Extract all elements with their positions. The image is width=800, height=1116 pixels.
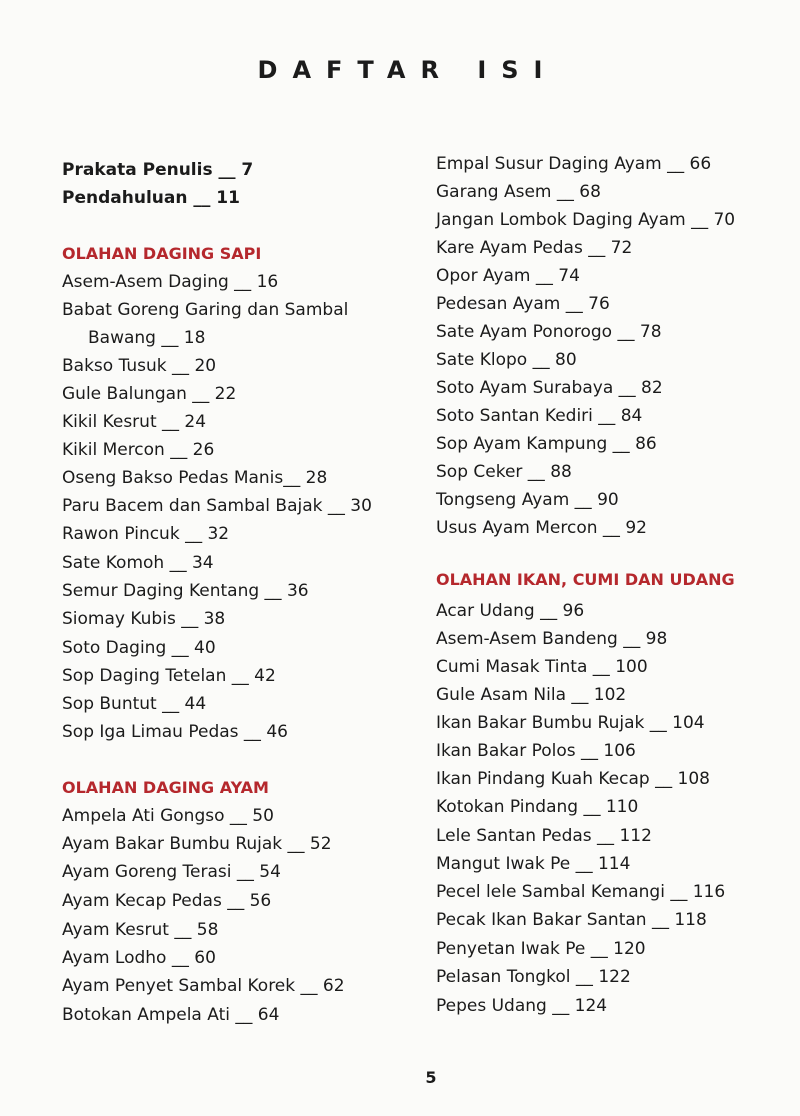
toc-entry[interactable]: Pecel lele Sambal Kemangi __ 116: [436, 882, 726, 902]
toc-entry[interactable]: Soto Santan Kediri __ 84: [436, 406, 643, 426]
toc-entry[interactable]: Kikil Kesrut __ 24: [62, 412, 207, 432]
toc-entry[interactable]: Empal Susur Daging Ayam __ 66: [436, 154, 712, 174]
toc-entry[interactable]: Ikan Pindang Kuah Kecap __ 108: [436, 769, 710, 789]
toc-entry[interactable]: Gule Asam Nila __ 102: [436, 685, 627, 705]
toc-entry[interactable]: Mangut Iwak Pe __ 114: [436, 854, 631, 874]
toc-entry[interactable]: Asem-Asem Bandeng __ 98: [436, 629, 668, 649]
toc-entry[interactable]: Pepes Udang __ 124: [436, 996, 608, 1016]
toc-entry[interactable]: Semur Daging Kentang __ 36: [62, 581, 309, 601]
toc-entry[interactable]: Cumi Masak Tinta __ 100: [436, 657, 648, 677]
toc-entry[interactable]: Sop Buntut __ 44: [62, 694, 207, 714]
toc-entry[interactable]: Sate Ayam Ponorogo __ 78: [436, 322, 662, 342]
toc-entry[interactable]: Acar Udang __ 96: [436, 601, 585, 621]
toc-entry[interactable]: Gule Balungan __ 22: [62, 384, 237, 404]
toc-entry[interactable]: Oseng Bakso Pedas Manis__ 28: [62, 468, 328, 488]
toc-entry[interactable]: Sop Ayam Kampung __ 86: [436, 434, 657, 454]
toc-entry-continuation[interactable]: Bawang __ 18: [88, 328, 206, 348]
section-heading-daging-ayam: OLAHAN DAGING AYAM: [62, 778, 269, 797]
toc-entry[interactable]: Paru Bacem dan Sambal Bajak __ 30: [62, 496, 372, 516]
toc-entry[interactable]: Pecak Ikan Bakar Santan __ 118: [436, 910, 707, 930]
toc-entry[interactable]: Penyetan Iwak Pe __ 120: [436, 939, 646, 959]
toc-entry[interactable]: Lele Santan Pedas __ 112: [436, 826, 652, 846]
toc-entry[interactable]: Jangan Lombok Daging Ayam __ 70: [436, 210, 736, 230]
toc-entry[interactable]: Rawon Pincuk __ 32: [62, 524, 230, 544]
page-number: 5: [425, 1068, 437, 1087]
toc-entry[interactable]: Ayam Kesrut __ 58: [62, 920, 219, 940]
toc-entry[interactable]: Kare Ayam Pedas __ 72: [436, 238, 633, 258]
toc-entry[interactable]: Soto Daging __ 40: [62, 638, 216, 658]
toc-entry[interactable]: Bakso Tusuk __ 20: [62, 356, 217, 376]
toc-entry[interactable]: Sate Komoh __ 34: [62, 553, 214, 573]
section-heading-daging-sapi: OLAHAN DAGING SAPI: [62, 244, 262, 263]
toc-entry[interactable]: Botokan Ampela Ati __ 64: [62, 1005, 280, 1025]
toc-entry[interactable]: Ikan Bakar Polos __ 106: [436, 741, 636, 761]
toc-entry[interactable]: Ayam Goreng Terasi __ 54: [62, 862, 281, 882]
toc-entry[interactable]: Ayam Lodho __ 60: [62, 948, 216, 968]
page-title: DAFTAR ISI: [257, 56, 558, 84]
toc-entry[interactable]: Ayam Kecap Pedas __ 56: [62, 891, 272, 911]
toc-entry[interactable]: Ayam Bakar Bumbu Rujak __ 52: [62, 834, 332, 854]
toc-entry-pendahuluan[interactable]: Pendahuluan __ 11: [62, 188, 240, 208]
toc-entry[interactable]: Garang Asem __ 68: [436, 182, 601, 202]
toc-entry[interactable]: Kikil Mercon __ 26: [62, 440, 215, 460]
section-heading-ikan-cumi-udang: OLAHAN IKAN, CUMI DAN UDANG: [436, 570, 735, 589]
toc-entry[interactable]: Sop Daging Tetelan __ 42: [62, 666, 276, 686]
toc-entry[interactable]: Opor Ayam __ 74: [436, 266, 580, 286]
toc-entry[interactable]: Usus Ayam Mercon __ 92: [436, 518, 647, 538]
toc-entry[interactable]: Asem-Asem Daging __ 16: [62, 272, 279, 292]
toc-entry[interactable]: Ikan Bakar Bumbu Rujak __ 104: [436, 713, 705, 733]
toc-entry[interactable]: Sop Ceker __ 88: [436, 462, 572, 482]
toc-entry[interactable]: Kotokan Pindang __ 110: [436, 797, 639, 817]
toc-entry[interactable]: Siomay Kubis __ 38: [62, 609, 226, 629]
toc-entry[interactable]: Pelasan Tongkol __ 122: [436, 967, 631, 987]
toc-entry[interactable]: Sop Iga Limau Pedas __ 46: [62, 722, 288, 742]
toc-entry[interactable]: Soto Ayam Surabaya __ 82: [436, 378, 663, 398]
toc-entry[interactable]: Ampela Ati Gongso __ 50: [62, 806, 274, 826]
toc-entry[interactable]: Tongseng Ayam __ 90: [436, 490, 619, 510]
toc-entry[interactable]: Ayam Penyet Sambal Korek __ 62: [62, 976, 345, 996]
toc-entry[interactable]: Pedesan Ayam __ 76: [436, 294, 610, 314]
toc-entry-prakata[interactable]: Prakata Penulis __ 7: [62, 160, 254, 180]
toc-entry[interactable]: Sate Klopo __ 80: [436, 350, 577, 370]
toc-entry[interactable]: Babat Goreng Garing dan Sambal: [62, 300, 349, 320]
